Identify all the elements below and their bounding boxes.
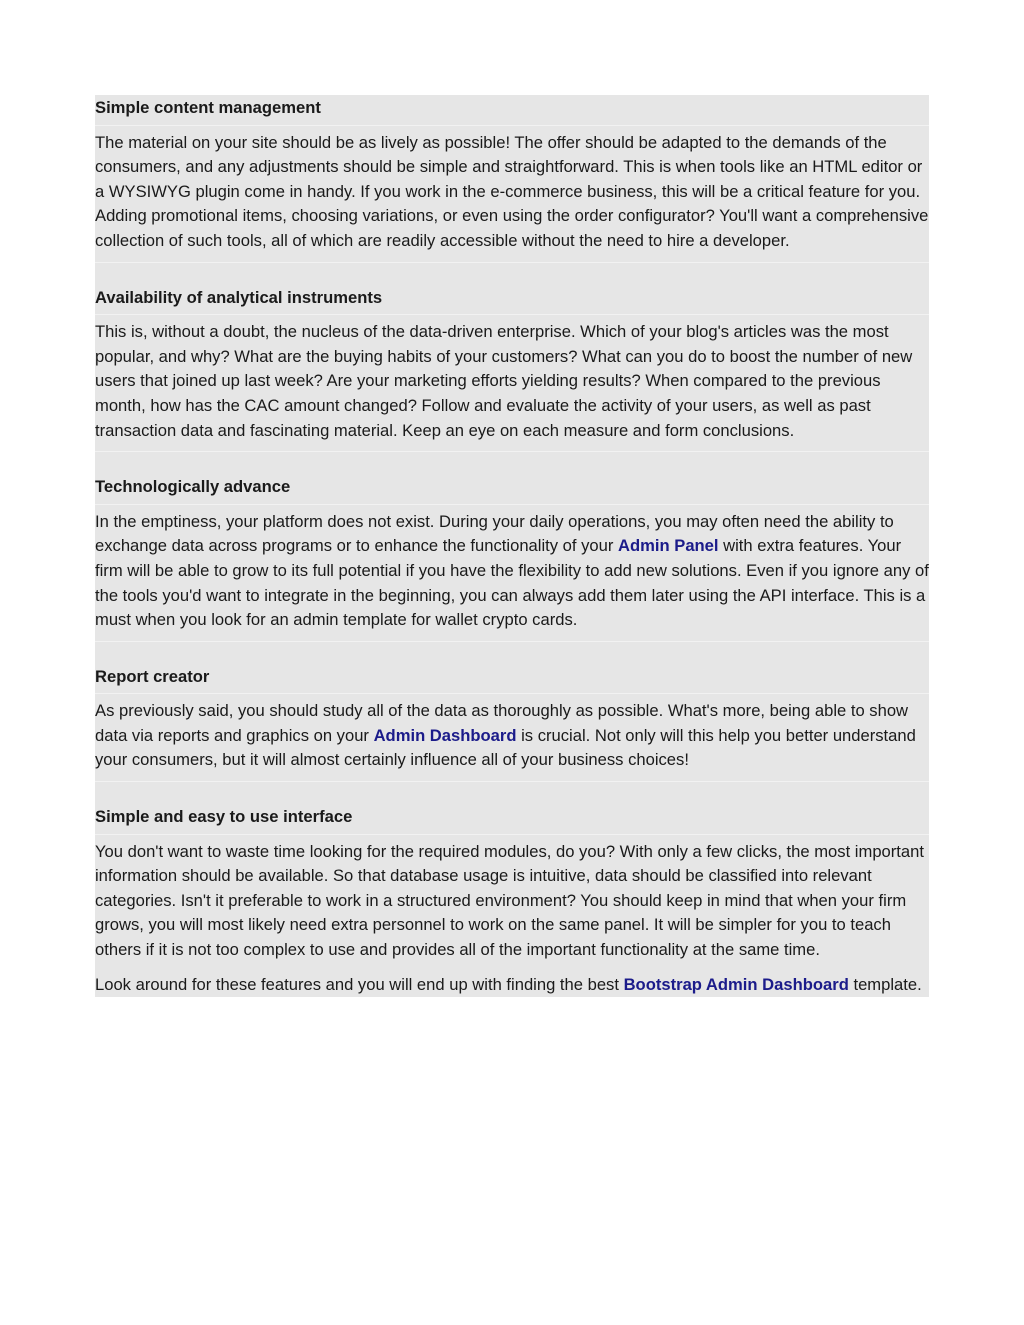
paragraph-text: template. [848, 974, 922, 994]
section-heading: Report creator [95, 664, 929, 695]
section-paragraph [95, 699, 929, 781]
bootstrap-admin-dashboard-link[interactable]: Bootstrap Admin Dashboard [623, 974, 849, 994]
section-technologically-advance [95, 474, 929, 641]
section-divider [95, 451, 929, 474]
paragraph-text: with extra features. Your firm will be able to grow to its full potential if you have the flexibility to add new solutions. Even if you ignore any of the tools you'd want to integrate in the beginning, you can always add them later using the API interface. This is a must when you look for an admin template for wallet crypto cards. [95, 536, 929, 630]
paragraph-text: As previously said, you should study all of the data as thoroughly as possible. What's more, being able to show data via reports and graphics on your [95, 701, 909, 745]
paragraph-text: In the emptiness, your platform does not exist. During your daily operations, you may often need the ability to exchange data across programs or to enhance the functionality of your [95, 511, 894, 556]
section-easy-interface [95, 804, 929, 971]
admin-panel-link[interactable]: Admin Panel [618, 536, 719, 556]
section-paragraph: The material on your site should be as lively as possible! The offer should be adapted to the demands of the consumers, and any adjustments should be simple and straightforward. This is when tools like an HTML editor or a WYSIWYG plugin come in handy. If you work in the e-commerce business, this will be a critical feature for you. Adding promotional items, choosing variations, or even using the order configurator? You'll want a comprehensive collection of such tools, all of which are readily accessible without the need to hire a developer. [95, 132, 929, 250]
section-heading: Availability of analytical instruments [95, 285, 929, 316]
section-heading: Simple and easy to use interface [95, 804, 929, 835]
paragraph-text: is crucial. Not only will this help you better understand your consumers, but it will almost certainly influence all of your business choices! [95, 725, 916, 770]
section-divider [95, 781, 929, 804]
article-content [95, 95, 929, 997]
section-paragraph: You don't want to waste time looking for the required modules, do you? With only a few clicks, the most important information should be available. So that database usage is intuitive, data should be classified into relevant categories. Isn't it preferable to work in a structured environment? You should keep in mind that when your firm grows, you will most likely need extra personnel to work on the same panel. It will be simpler for you to teach others if it is not too complex to use and provides all of the important functionality at the same time. [95, 841, 924, 960]
section-paragraph: This is, without a doubt, the nucleus of the data-driven enterprise. Which of your blog's articles was the most popular, and why? What are the buying habits of your customers? What can you do to boost the number of new users that joined up last week? Are your marketing efforts yielding results? When compared to the previous month, how has the CAC amount changed? Follow and evaluate the activity of your users, as well as past transaction data and fascinating material. Keep an eye on each measure and form conclusions. [95, 322, 913, 440]
closing-paragraph [95, 971, 929, 998]
section-content-management [95, 95, 929, 262]
section-analytical-instruments [95, 285, 929, 452]
section-heading: Technologically advance [95, 474, 929, 505]
section-divider [95, 641, 929, 664]
section-paragraph [95, 510, 929, 641]
section-heading: Simple content management [95, 95, 929, 126]
section-divider [95, 262, 929, 285]
paragraph-text: Look around for these features and you will end up with finding the best [95, 974, 624, 994]
admin-dashboard-link[interactable]: Admin Dashboard [373, 725, 517, 745]
section-report-creator [95, 664, 929, 781]
